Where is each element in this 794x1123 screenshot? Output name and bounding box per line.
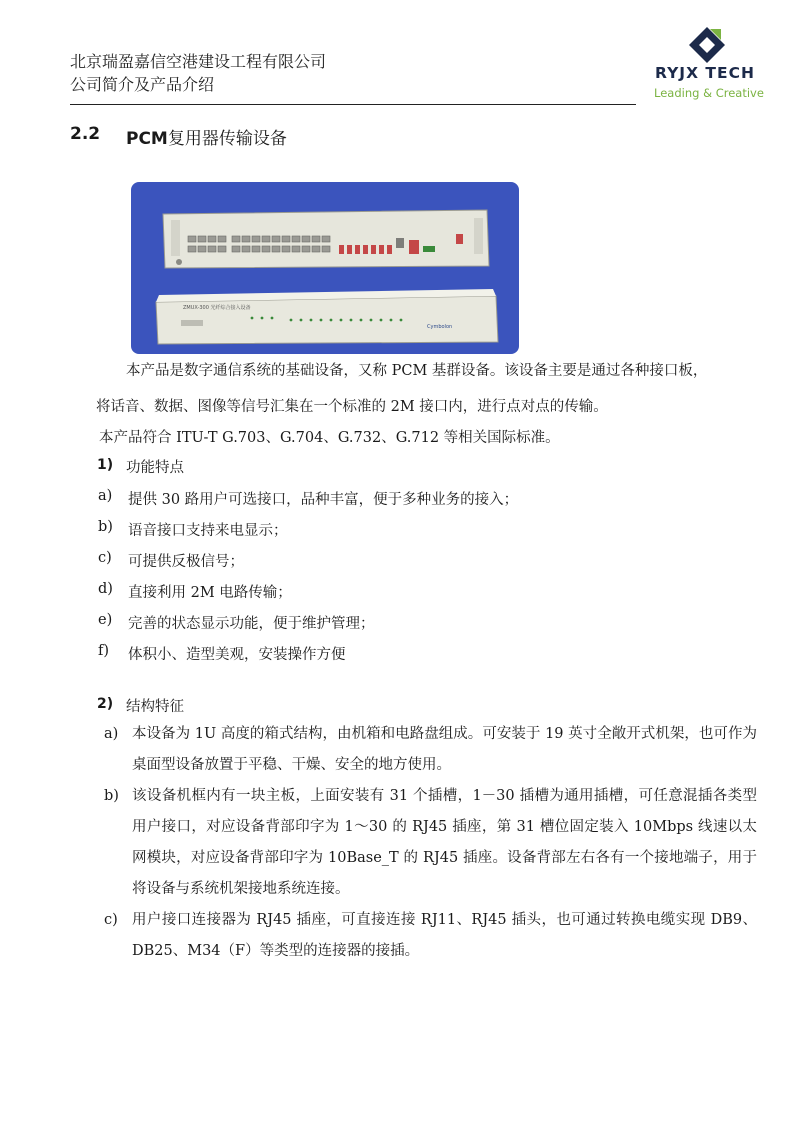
feature-f-mark: f) — [98, 643, 110, 659]
feature-c-text: 可提供反极信号； — [128, 554, 244, 570]
intro-line-3: 本产品符合 ITU-T G.703、G.704、G.732、G.712 等相关国际标准。 — [99, 430, 560, 446]
feature-c-mark: c) — [98, 550, 112, 566]
features-heading: 功能特点 — [126, 460, 184, 476]
structure-heading: 结构特征 — [126, 699, 184, 715]
header-text-block — [70, 50, 326, 96]
intro-line-1: 本产品是数字通信系统的基础设备，又称 PCM 基群设备。该设备主要是通过各种接口板， — [126, 363, 708, 379]
feature-b-mark: b) — [98, 519, 113, 535]
section-title-latin: PCM — [126, 129, 168, 149]
device-brand-label: Cymbolon — [427, 324, 453, 330]
structure-b-mark: b) — [104, 788, 119, 804]
feature-f-text: 体积小、造型美观，安装操作方便 — [128, 647, 346, 663]
section-title — [126, 124, 287, 149]
logo-diamond-icon — [688, 26, 726, 64]
feature-a-mark: a) — [98, 488, 113, 504]
structure-c-text: 用户接口连接器为 RJ45 插座，可直接连接 RJ11、RJ45 插头，也可通过转换电缆实现 DB9、DB25、M34（F）等类型的连接器的接插。 — [132, 912, 757, 959]
features-heading-number: 1) — [97, 457, 114, 473]
company-logo — [650, 26, 764, 104]
header-divider — [70, 104, 636, 105]
pcm-device-illustration — [131, 182, 519, 354]
feature-e-mark: e) — [98, 612, 113, 628]
feature-d-mark: d) — [98, 581, 113, 597]
product-photo — [131, 182, 519, 354]
structure-heading-number: 2) — [97, 696, 114, 712]
logo-name: RYJX TECH — [655, 64, 755, 82]
structure-a-text: 本设备为 1U 高度的箱式结构，由机箱和电路盘组成。可安装于 19 英寸全敞开式机架，也可作为桌面型设备放置于平稳、干燥、安全的地方使用。 — [132, 726, 757, 773]
structure-c-mark: c) — [104, 912, 118, 928]
logo-tagline: Leading & Creative — [654, 86, 764, 100]
section-number: 2.2 — [70, 124, 101, 144]
feature-e-text: 完善的状态显示功能，便于维护管理； — [128, 616, 375, 632]
structure-b-text: 该设备机框内有一块主板，上面安装有 31 个插槽，1－30 插槽为通用插槽，可任意混插各类型用户接口，对应设备背部印字为 1～30 的 RJ45 插座，第 31 槽位固定装入 10Mbps 线速以太网模块，对应设备背部印字为 10Base_T 的 RJ45 插座。设备背部左右各有一个接地端子，用于将设备与系统机架接地系统连接。 — [132, 788, 757, 897]
feature-d-text: 直接利用 2M 电路传输； — [128, 585, 292, 601]
feature-b-text: 语音接口支持来电显示； — [128, 523, 288, 539]
document-title: 公司简介及产品介绍 — [70, 75, 215, 94]
device-front-label: ZMUX-300 光纤综合接入设备 — [183, 305, 251, 311]
intro-line-2: 将话音、数据、图像等信号汇集在一个标准的 2M 接口内，进行点对点的传输。 — [96, 399, 608, 415]
section-title-cn: 复用器传输设备 — [167, 129, 287, 149]
feature-a-text: 提供 30 路用户可选接口，品种丰富，便于多种业务的接入； — [128, 492, 519, 508]
structure-a-mark: a) — [104, 726, 119, 742]
company-name: 北京瑞盈嘉信空港建设工程有限公司 — [70, 52, 327, 71]
